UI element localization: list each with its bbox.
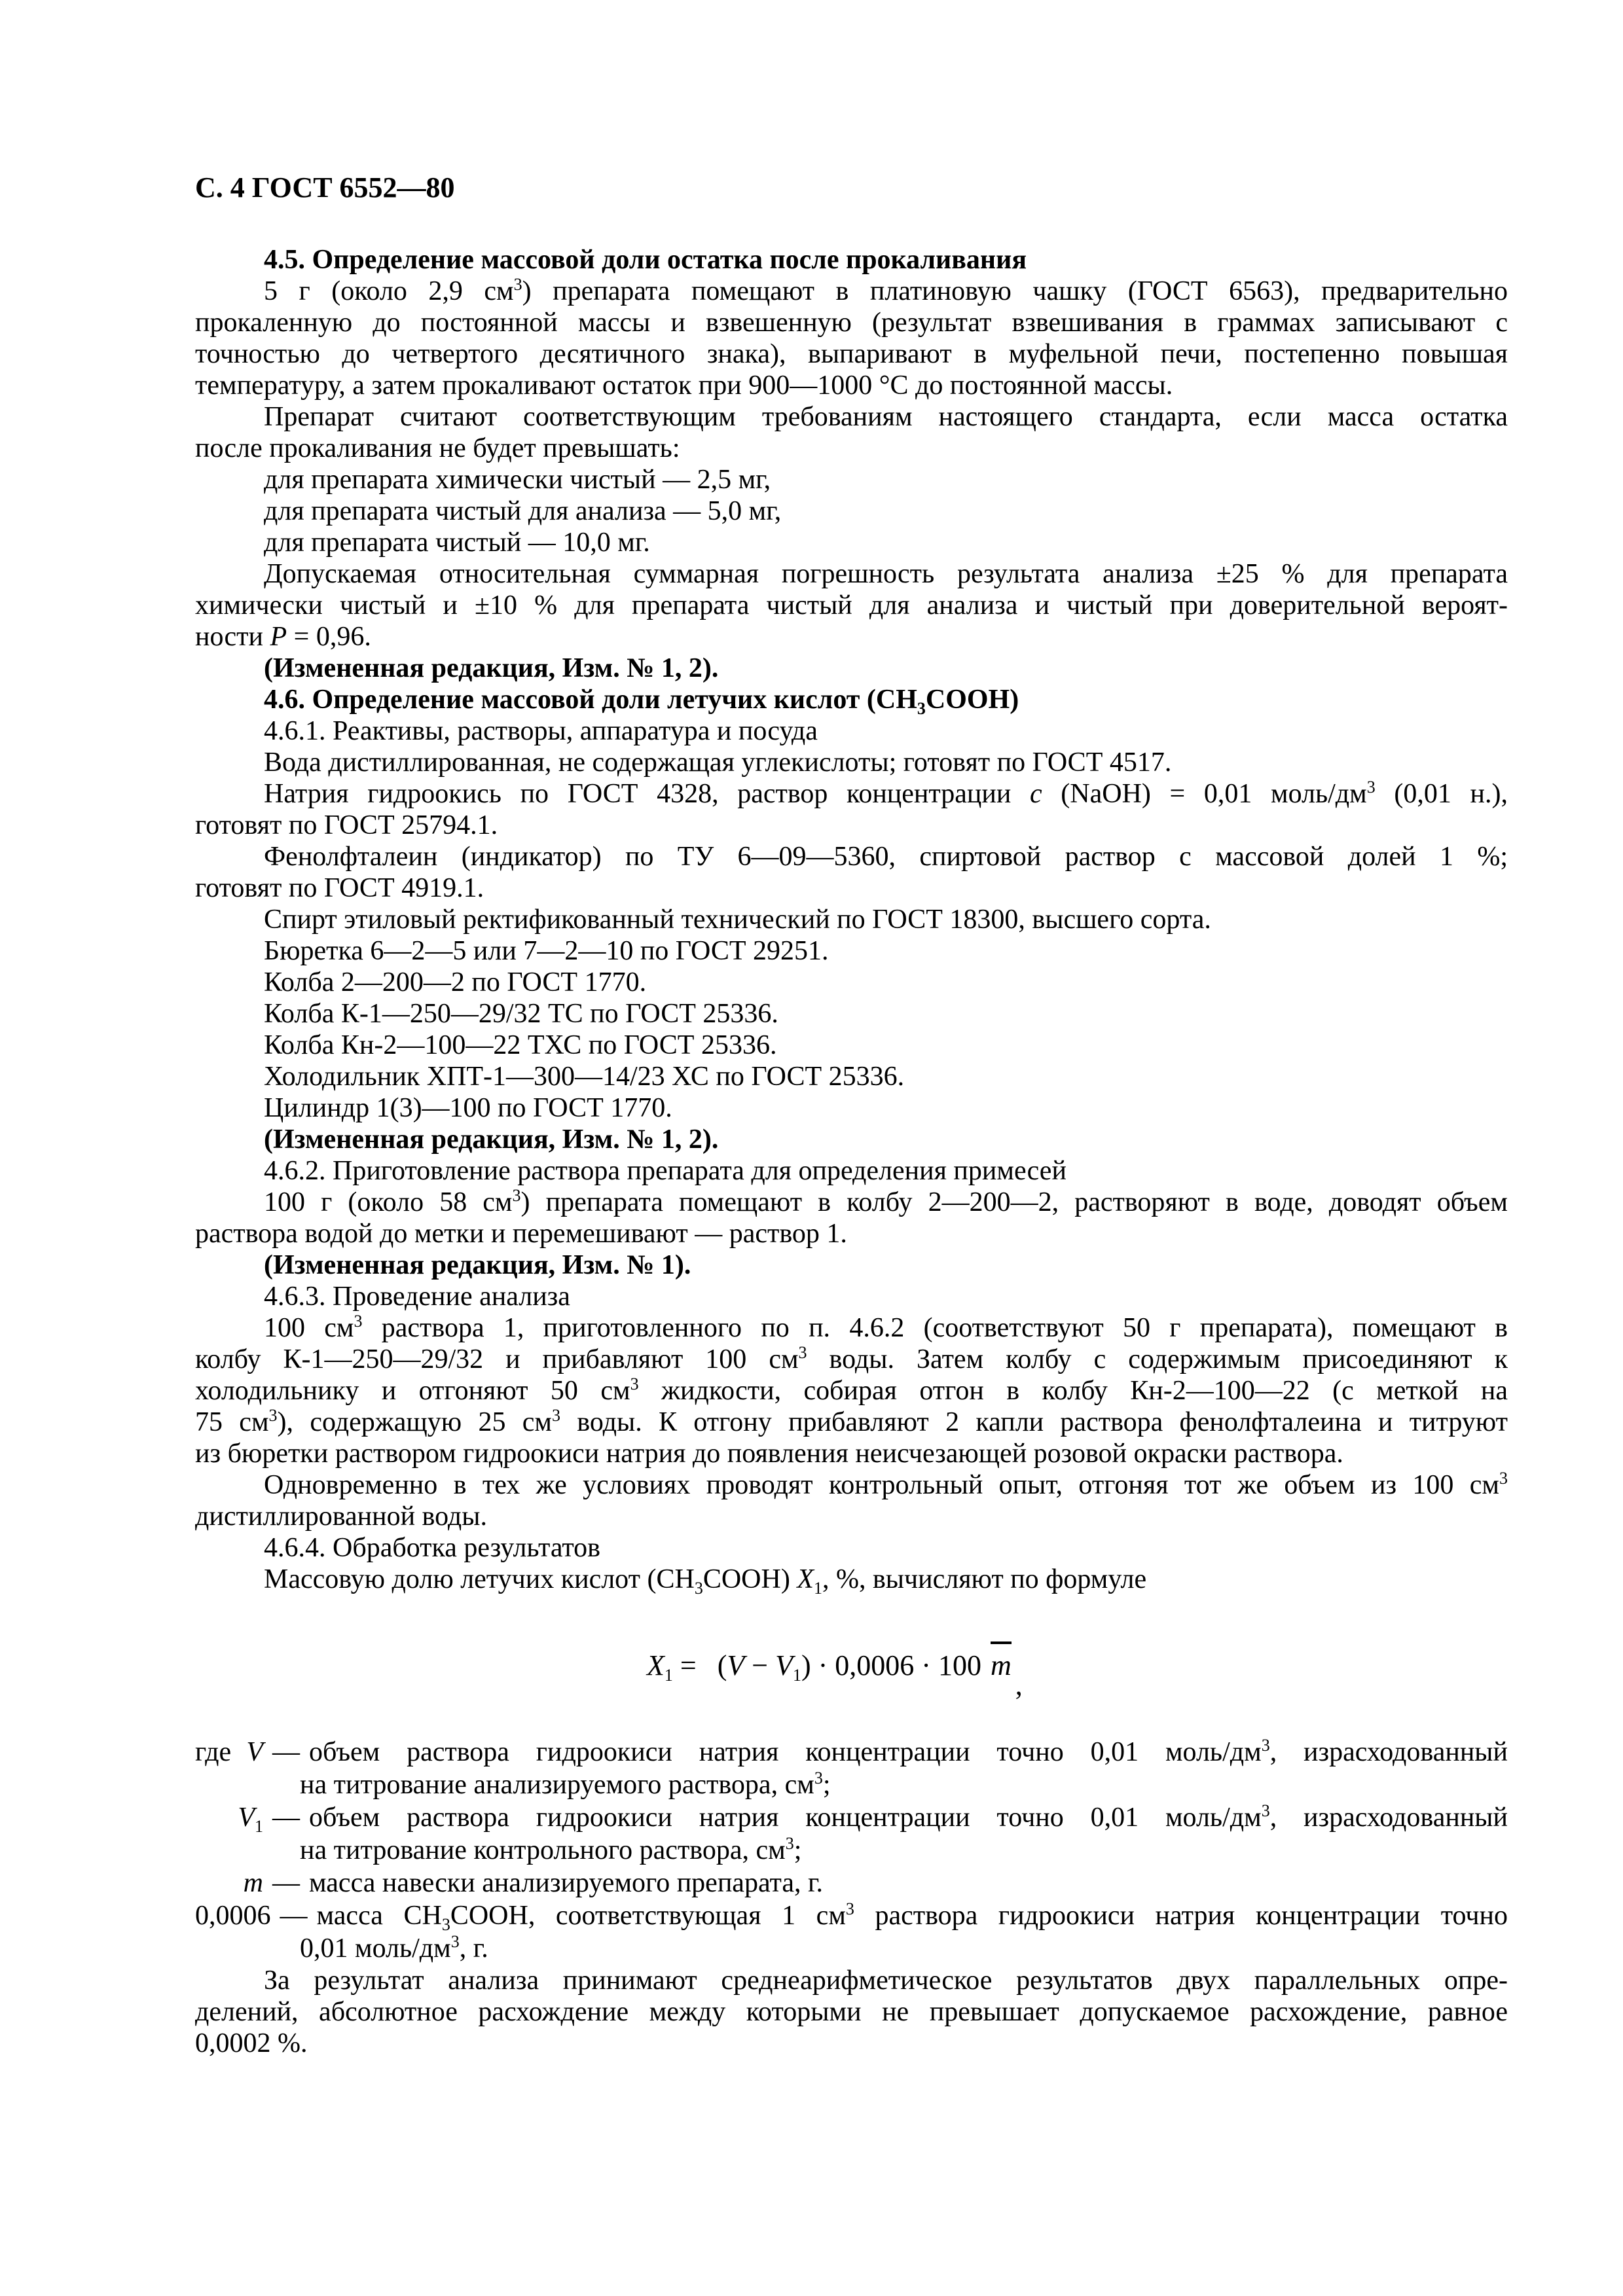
definition-continuation: на титрование контрольного раствора, $см^3$; xyxy=(300,1834,802,1865)
definition-text: масса $СН_3СООН$, соответствующая 1 $см^3$ раствора гидроокиси натрия концентрации точно xyxy=(316,1899,1508,1934)
text-line: ности Р = 0,96. xyxy=(195,622,371,652)
text-line: для препарата чистый — 10,0 мг. xyxy=(264,528,650,558)
definition-symbol: где V xyxy=(195,1737,263,1767)
text-line: точностью до четвертого десятичного знака), выпаривают в муфельной печи, постепенно повышая xyxy=(195,339,1508,369)
text-line: 4.6.1. Реактивы, растворы, аппаратура и посуда xyxy=(264,716,818,746)
text-line: 100 г (около 58 $см^3$) препарата помещают в колбу 2—200—2, растворяют в воде, доводят объем xyxy=(264,1186,1508,1217)
definition-continuation: 0,01 моль/$дм^3$, г. xyxy=(300,1932,488,1964)
text-line: Массовую долю летучих кислот $(СН_3СООН)$ $Х_1$, %, вычисляют по формуле xyxy=(264,1564,1147,1598)
text-line: 5 г (около 2,9 $см^3$) препарата помещают в платиновую чашку (ГОСТ 6563), предварительно xyxy=(264,275,1508,306)
definition-symbol: 0,0006 xyxy=(195,1901,271,1931)
text-line: раствора водой до метки и перемешивают — раствор 1. xyxy=(195,1219,847,1249)
text-line: Колба Кн-2—100—22 ТХС по ГОСТ 25336. xyxy=(264,1030,777,1060)
definition-line xyxy=(195,1801,1508,1834)
text-line: Допускаемая относительная суммарная погрешность результата анализа ±25 % для препарата xyxy=(264,559,1508,589)
page-header: С. 4 ГОСТ 6552—80 xyxy=(195,171,455,204)
text-line: для препарата химически чистый — 2,5 мг, xyxy=(264,465,771,495)
formula-tail: , xyxy=(1015,1669,1023,1701)
text-line: дистиллированной воды. xyxy=(195,1501,487,1532)
formula-numerator: $(V - V_1) \cdot 0,0006 \cdot 100$ xyxy=(717,1649,981,1685)
text-line: готовят по ГОСТ 25794.1. xyxy=(195,810,498,840)
text-line: 0,0002 %. xyxy=(195,2028,308,2058)
text-line: Спирт этиловый ректификованный технический по ГОСТ 18300, высшего сорта. xyxy=(264,905,1211,935)
definition-text: объем раствора гидроокиси натрия концентрации точно 0,01 моль/$дм^3$, израсходованный xyxy=(309,1736,1508,1767)
text-line: 4.6.3. Проведение анализа xyxy=(264,1282,570,1312)
revision-note: (Измененная редакция, Изм. № 1, 2). xyxy=(264,653,719,683)
definition-line xyxy=(195,1867,1508,1899)
text-line: Бюретка 6—2—5 или 7—2—10 по ГОСТ 29251. xyxy=(264,936,829,966)
definition-dash: — xyxy=(280,1901,308,1931)
formula xyxy=(195,1595,1508,1736)
formula-lhs: $X_1$ = xyxy=(647,1649,697,1685)
text-line: За результат анализа принимают среднеарифметическое результатов двух параллельных опре- xyxy=(264,1965,1508,1996)
definition-dash: — xyxy=(272,1803,300,1833)
text-line: делений, абсолютное расхождение между которыми не превышает допускаемое расхождение, равное xyxy=(195,1997,1508,2027)
text-line: из бюретки раствором гидроокиси натрия до появления неисчезающей розовой окраски раствора. xyxy=(195,1439,1343,1469)
formula-fraction xyxy=(708,1649,1012,1685)
text-line: для препарата чистый для анализа — 5,0 мг, xyxy=(264,496,782,526)
page-content xyxy=(195,172,1508,2059)
text-line: 4.6.2. Приготовление раствора препарата для определения примесей xyxy=(264,1156,1067,1186)
text-line: Фенолфталеин (индикатор) по ТУ 6—09—5360, спиртовой раствор с массовой долей 1 %; xyxy=(264,842,1508,872)
text-line: Препарат считают соответствующим требованиям настоящего стандарта, если масса остатка xyxy=(264,402,1508,432)
definition-symbol: $V_1$ xyxy=(238,1803,263,1836)
text-line: холодильнику и отгоняют 50 $см^3$ жидкости, собирая отгон в колбу Кн-2—100—22 (с меткой на xyxy=(195,1374,1508,1406)
text-line: Колба К-1—250—29/32 ТС по ГОСТ 25336. xyxy=(264,999,778,1029)
text-line: температуру, а затем прокаливают остаток при 900—1000 °С до постоянной массы. xyxy=(195,370,1173,401)
revision-note: (Измененная редакция, Изм. № 1, 2). xyxy=(264,1124,719,1155)
text-line: химически чистый и ±10 % для препарата чистый для анализа и чистый при доверительной вероят- xyxy=(195,590,1508,620)
text-line: Натрия гидроокись по ГОСТ 4328, раствор концентрации с (NaOH) = 0,01 моль/$дм^3$ (0,01 н.), xyxy=(264,778,1508,809)
text-line: 100 $см^3$ раствора 1, приготовленного по п. 4.6.2 (соответствуют 50 г препарата), помещают в xyxy=(264,1312,1508,1343)
text-line: прокаленную до постоянной массы и взвешенную (результат взвешивания в граммах записывают с xyxy=(195,308,1508,338)
definition-dash: — xyxy=(272,1737,300,1767)
text-line: Одновременно в тех же условиях проводят контрольный опыт, отгоняя тот же объем из 100 $см^3$ xyxy=(264,1469,1508,1500)
text-line: 4.6.4. Обработка результатов xyxy=(264,1533,601,1563)
formula-denominator: m xyxy=(991,1641,1012,1681)
document-body xyxy=(195,244,1508,2059)
definition-line xyxy=(195,1736,1508,1768)
definition-text: объем раствора гидроокиси натрия концентрации точно 0,01 моль/$дм^3$, израсходованный xyxy=(309,1801,1508,1833)
text-line: Холодильник ХПТ-1—300—14/23 ХС по ГОСТ 25336. xyxy=(264,1062,905,1092)
text-line: готовят по ГОСТ 4919.1. xyxy=(195,873,484,903)
definition-symbol: m xyxy=(243,1868,263,1898)
text-line: Колба 2—200—2 по ГОСТ 1770. xyxy=(264,967,647,997)
definition-line xyxy=(195,1899,1508,1932)
text-line: 75 $см^3$), содержащую 25 $см^3$ воды. К отгону прибавляют 2 капли раствора фенолфталеина и титруют xyxy=(195,1406,1508,1437)
definition-continuation: на титрование анализируемого раствора, $см^3$; xyxy=(300,1768,831,1800)
revision-note: (Измененная редакция, Изм. № 1). xyxy=(264,1250,691,1280)
text-line: Цилиндр 1(3)—100 по ГОСТ 1770. xyxy=(264,1093,672,1123)
text-line: колбу К-1—250—29/32 и прибавляют 100 $см^3$ воды. Затем колбу с содержимым присоединяют к xyxy=(195,1343,1508,1374)
definition-text: масса навески анализируемого препарата, г. xyxy=(309,1868,823,1898)
definition-dash: — xyxy=(272,1868,300,1898)
text-line: Вода дистиллированная, не содержащая углекислоты; готовят по ГОСТ 4517. xyxy=(264,747,1172,778)
section-heading: 4.5. Определение массовой доли остатка после прокаливания xyxy=(264,245,1027,275)
section-heading: 4.6. Определение массовой доли летучих кислот $(СН_3СООН)$ xyxy=(264,685,1019,718)
text-line: после прокаливания не будет превышать: xyxy=(195,433,680,463)
